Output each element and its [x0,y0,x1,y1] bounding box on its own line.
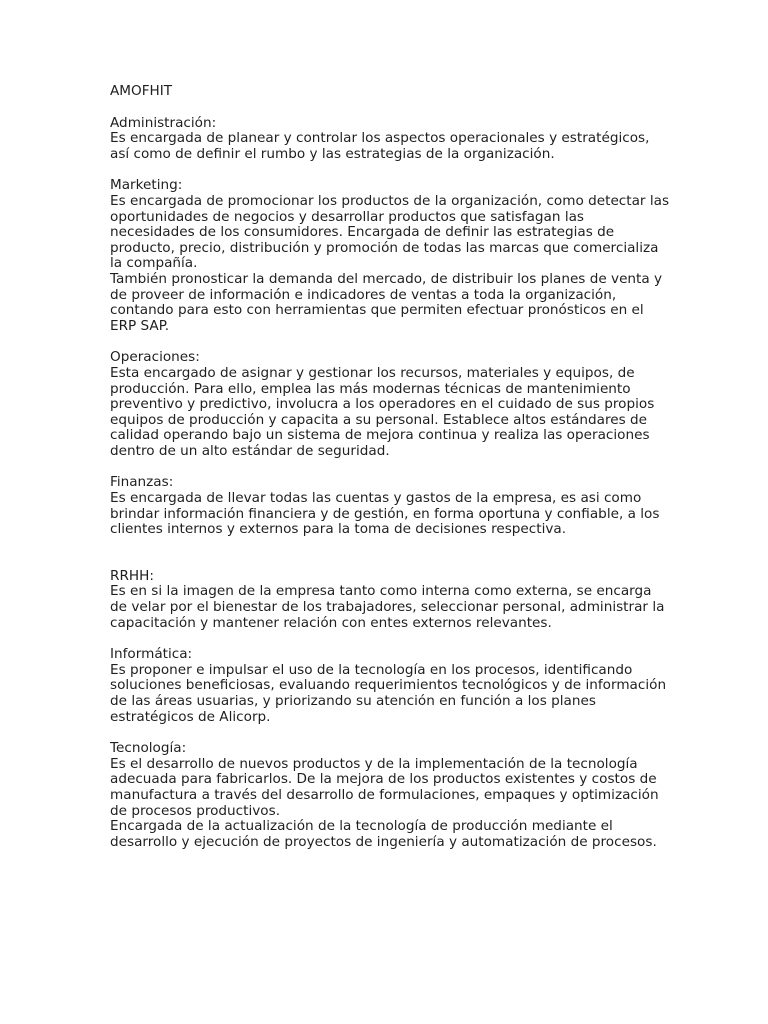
section-heading: Operaciones: [110,349,200,366]
section-heading: RRHH: [110,567,154,584]
section-paragraph: Es en si la imagen de la empresa tanto como interna como externa, se encarga de velar por el bienestar de los trabajadores, seleccionar personal, administrar la capacitación y mantener relación con entes externos relevantes. [110,583,665,631]
section-heading: Finanzas: [110,474,174,491]
section-heading: Administración: [110,114,217,131]
section-operaciones [110,350,670,459]
section-paragraph: Es encargada de planear y controlar los aspectos operacionales y estratégicos, así como de definir el rumbo y las estrategias de la organización. [110,130,650,162]
section-paragraph: Es proponer e impulsar el uso de la tecnología en los procesos, identificando soluciones beneficiosas, evaluando requerimientos tecnológicos y de información de las áreas usuarias, y priorizando su atención en función a los planes estratégicos de Alicorp. [110,661,667,725]
section-paragraph: Encargada de la actualización de la tecnología de producción mediante el desarrollo y ejecución de proyectos de ingeniería y automatización de procesos. [110,818,657,850]
document-page [110,84,670,866]
section-finanzas [110,475,670,537]
section-paragraph: También pronosticar la demanda del mercado, de distribuir los planes de venta y de proveer de información e indicadores de ventas a toda la organización, contando para esto con herramientas que permiten efectuar pronósticos en el ERP SAP. [110,270,663,334]
section-heading: Marketing: [110,177,183,194]
section-tecnologia [110,741,670,850]
section-informatica [110,647,670,725]
section-rrhh [110,569,670,631]
section-administracion [110,116,670,163]
section-paragraph: Es el desarrollo de nuevos productos y de la implementación de la tecnología adecuada para fabricarlos. De la mejora de los productos existentes y costos de manufactura a través del desarrollo de formulaciones, empaques y optimización de procesos productivos. [110,755,659,819]
section-heading: Informática: [110,646,193,663]
section-paragraph: Es encargada de promocionar los productos de la organización, como detectar las oportunidades de negocios y desarrollar productos que satisfagan las necesidades de los consumidores. Encargada de definir las estrategias de producto, precio, distribución y promoción de todas las marcas que comercializa la compañía. [110,192,670,272]
section-heading: Tecnología: [110,740,187,757]
document-title: AMOFHIT [110,83,173,99]
section-paragraph: Es encargada de llevar todas las cuentas y gastos de la empresa, es asi como brindar información financiera y de gestión, en forma oportuna y confiable, a los clientes internos y externos para la toma de decisiones respectiva. [110,490,660,538]
section-paragraph: Esta encargado de asignar y gestionar los recursos, materiales y equipos, de producción. Para ello, emplea las más modernas técnicas de mantenimiento preventivo y predictivo, involucra a los operadores en el cuidado de sus propios equipos de producción y capacita a su personal. Establece altos estándares de calidad operando bajo un sistema de mejora continua y realiza las operaciones dentro de un alto estándar de seguridad. [110,364,655,459]
section-marketing [110,178,670,334]
